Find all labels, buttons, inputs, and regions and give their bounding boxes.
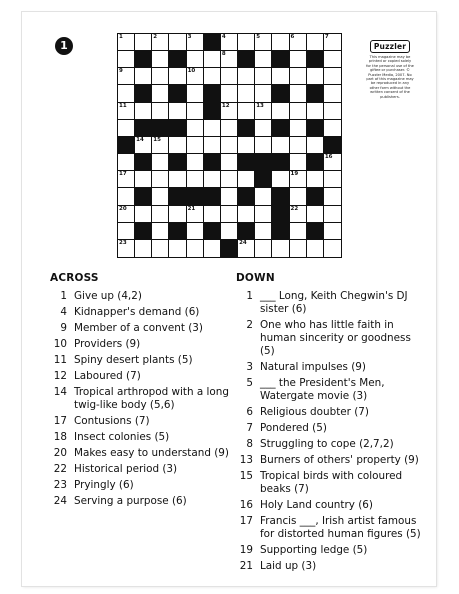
grid-cell[interactable]: [324, 103, 341, 120]
grid-cell[interactable]: [290, 85, 307, 102]
grid-cell[interactable]: [187, 223, 204, 240]
grid-cell[interactable]: [169, 137, 186, 154]
grid-cell[interactable]: [187, 171, 204, 188]
grid-cell[interactable]: [324, 223, 341, 240]
grid-cell[interactable]: [152, 85, 169, 102]
grid-cell[interactable]: [221, 85, 238, 102]
clue-number: 3: [246, 361, 253, 373]
clue-number: 9: [60, 322, 67, 334]
grid-cell[interactable]: [307, 171, 324, 188]
grid-block: [307, 85, 324, 102]
clue-number: 16: [324, 154, 333, 161]
grid-block: [169, 223, 186, 240]
clue-number: 5: [246, 377, 253, 389]
clue-text: Holy Land country (6): [260, 499, 373, 511]
grid-block: [307, 188, 324, 205]
grid-cell[interactable]: [169, 240, 186, 257]
clue-number: 20: [119, 205, 127, 212]
grid-cell[interactable]: [255, 206, 272, 223]
grid-cell[interactable]: [221, 120, 238, 137]
clue-text: Serving a purpose (6): [74, 495, 187, 507]
grid-cell[interactable]: [187, 206, 204, 223]
grid-cell[interactable]: [187, 34, 204, 51]
grid-block: [272, 85, 289, 102]
grid-cell[interactable]: [152, 34, 169, 51]
clue-number: 8: [246, 438, 253, 450]
grid-cell[interactable]: [135, 137, 152, 154]
clue-number: 7: [246, 422, 253, 434]
grid-cell[interactable]: [152, 206, 169, 223]
grid-cell[interactable]: [135, 171, 152, 188]
clue-text: Historical period (3): [74, 463, 178, 475]
grid-block: [118, 137, 135, 154]
across-clue: [50, 415, 230, 428]
grid-block: [204, 85, 221, 102]
grid-block: [169, 85, 186, 102]
grid-cell[interactable]: [221, 154, 238, 171]
clue-number: 22: [290, 205, 299, 212]
grid-cell[interactable]: [238, 171, 255, 188]
grid-cell[interactable]: [255, 240, 272, 257]
grid-cell[interactable]: [290, 34, 307, 51]
grid-cell[interactable]: [135, 103, 152, 120]
grid-cell[interactable]: [307, 68, 324, 85]
grid-cell[interactable]: [118, 171, 135, 188]
grid-cell[interactable]: [324, 206, 341, 223]
down-clue: [236, 499, 426, 512]
across-clue: [50, 479, 230, 492]
grid-block: [272, 223, 289, 240]
grid-block: [324, 137, 341, 154]
clue-number: 1: [246, 290, 253, 302]
clue-number: 1: [60, 290, 67, 302]
across-clue: [50, 354, 230, 367]
grid-cell[interactable]: [118, 34, 135, 51]
grid-cell[interactable]: [187, 240, 204, 257]
clue-text: Laboured (7): [74, 370, 141, 382]
clue-number: 17: [119, 171, 127, 178]
grid-cell[interactable]: [204, 68, 221, 85]
grid-cell[interactable]: [238, 34, 255, 51]
grid-block: [152, 120, 169, 137]
grid-block: [135, 85, 152, 102]
clue-number: 12: [221, 102, 230, 109]
grid-cell[interactable]: [187, 85, 204, 102]
grid-cell[interactable]: [152, 68, 169, 85]
grid-cell[interactable]: [255, 68, 272, 85]
clue-number: 24: [239, 239, 247, 246]
clue-number: 8: [221, 51, 226, 58]
grid-cell[interactable]: [255, 51, 272, 68]
clue-number: 22: [53, 463, 67, 475]
clue-text: Contusions (7): [74, 415, 150, 427]
clue-text: Pryingly (6): [74, 479, 134, 491]
grid-block: [135, 154, 152, 171]
clue-text: Providers (9): [74, 338, 141, 350]
grid-cell[interactable]: [221, 223, 238, 240]
grid-cell[interactable]: [221, 137, 238, 154]
across-clue: [50, 495, 230, 508]
grid-block: [238, 120, 255, 137]
grid-cell[interactable]: [290, 120, 307, 137]
grid-cell[interactable]: [221, 103, 238, 120]
grid-block: [272, 120, 289, 137]
grid-block: [204, 103, 221, 120]
grid-cell[interactable]: [187, 120, 204, 137]
across-clue: [50, 338, 230, 351]
grid-cell[interactable]: [238, 240, 255, 257]
grid-cell[interactable]: [169, 171, 186, 188]
grid-block: [169, 188, 186, 205]
clue-text: Laid up (3): [260, 560, 317, 572]
grid-cell[interactable]: [204, 120, 221, 137]
puzzler-logo: Puzzler: [370, 40, 410, 53]
clue-number: 7: [324, 34, 329, 40]
grid-cell[interactable]: [272, 68, 289, 85]
grid-block: [204, 154, 221, 171]
grid-cell[interactable]: [152, 188, 169, 205]
clue-text: Burners of others' property (9): [260, 454, 419, 466]
grid-block: [238, 51, 255, 68]
down-clue: [236, 290, 426, 316]
clue-text: Give up (4,2): [74, 290, 142, 302]
clue-text: ___ Long, Keith Chegwin's DJ sister (6): [260, 290, 408, 315]
grid-cell[interactable]: [255, 188, 272, 205]
clue-text: Member of a convent (3): [74, 322, 203, 334]
grid-cell[interactable]: [255, 85, 272, 102]
grid-cell[interactable]: [118, 51, 135, 68]
across-clue: [50, 431, 230, 444]
across-clue: [50, 463, 230, 476]
grid-cell[interactable]: [307, 34, 324, 51]
down-clues: [236, 272, 426, 576]
grid-cell[interactable]: [204, 206, 221, 223]
clue-number: 16: [239, 499, 253, 511]
crossword-grid: [117, 33, 342, 258]
across-clue: [50, 370, 230, 383]
clue-number: 24: [53, 495, 67, 507]
down-clue: [236, 470, 426, 496]
grid-cell[interactable]: [152, 171, 169, 188]
grid-cell[interactable]: [187, 68, 204, 85]
clue-number: 15: [153, 136, 161, 143]
grid-cell[interactable]: [255, 120, 272, 137]
across-clue-list: [50, 290, 230, 508]
down-clue: [236, 406, 426, 419]
grid-cell[interactable]: [290, 188, 307, 205]
grid-cell[interactable]: [290, 171, 307, 188]
clue-text: Spiny desert plants (5): [74, 354, 193, 366]
grid-block: [169, 120, 186, 137]
across-clue: [50, 290, 230, 303]
grid-cell[interactable]: [324, 85, 341, 102]
grid-cell[interactable]: [238, 206, 255, 223]
clue-number: 6: [246, 406, 253, 418]
grid-cell[interactable]: [324, 120, 341, 137]
clue-number: 23: [53, 479, 67, 491]
grid-cell[interactable]: [290, 51, 307, 68]
grid-block: [204, 188, 221, 205]
grid-cell[interactable]: [118, 68, 135, 85]
grid-cell[interactable]: [152, 137, 169, 154]
grid-cell[interactable]: [221, 171, 238, 188]
clue-text: Tropical birds with coloured beaks (7): [260, 470, 403, 495]
grid-cell[interactable]: [204, 171, 221, 188]
clue-number: 4: [60, 306, 67, 318]
grid-cell[interactable]: [324, 240, 341, 257]
grid-cell[interactable]: [290, 68, 307, 85]
clue-text: Supporting ledge (5): [260, 544, 368, 556]
grid-cell[interactable]: [290, 137, 307, 154]
clue-number: 5: [256, 34, 261, 40]
clue-number: 2: [246, 319, 253, 331]
clue-number: 4: [221, 34, 226, 40]
clue-number: 20: [53, 447, 67, 459]
puzzle-number-badge: 1: [55, 37, 73, 55]
grid-cell[interactable]: [307, 206, 324, 223]
clue-number: 18: [53, 431, 67, 443]
grid-block: [221, 240, 238, 257]
clue-number: 23: [119, 239, 127, 246]
grid-cell[interactable]: [272, 34, 289, 51]
grid-cell[interactable]: [152, 240, 169, 257]
clue-number: 19: [290, 171, 299, 178]
grid-block: [307, 154, 324, 171]
grid-cell[interactable]: [118, 103, 135, 120]
clue-text: Kidnapper's demand (6): [74, 306, 200, 318]
grid-cell[interactable]: [238, 103, 255, 120]
clue-text: Natural impulses (9): [260, 361, 366, 373]
grid-block: [272, 188, 289, 205]
grid-cell[interactable]: [324, 34, 341, 51]
grid-block: [238, 223, 255, 240]
down-clue: [236, 361, 426, 374]
across-clue: [50, 322, 230, 335]
grid-block: [238, 188, 255, 205]
grid-block: [307, 223, 324, 240]
grid-cell[interactable]: [307, 240, 324, 257]
grid-cell[interactable]: [307, 103, 324, 120]
grid-cell[interactable]: [187, 103, 204, 120]
grid-cell[interactable]: [255, 223, 272, 240]
grid-cell[interactable]: [169, 103, 186, 120]
grid-cell[interactable]: [290, 240, 307, 257]
clue-text: Pondered (5): [260, 422, 327, 434]
clue-number: 2: [153, 34, 158, 40]
clue-text: Francis ___, Irish artist famous for distorted human figures (5): [260, 515, 421, 540]
across-heading: ACROSS: [50, 272, 99, 284]
grid-cell[interactable]: [324, 171, 341, 188]
grid-cell[interactable]: [152, 51, 169, 68]
clue-text: Tropical arthropod with a long twig-like body (5,6): [74, 386, 229, 411]
grid-cell[interactable]: [204, 137, 221, 154]
grid-cell[interactable]: [152, 154, 169, 171]
clue-number: 14: [136, 136, 144, 143]
clue-number: 10: [187, 68, 196, 75]
copyright-notice: This magazine may be printed or copied solely for the personal use of the giftee or purchaser. © Puzzler Media, 2007. No part of this magazine may be reproduced in any other form without the written consent of the publishers.: [366, 55, 414, 99]
grid-cell[interactable]: [255, 137, 272, 154]
grid-cell[interactable]: [135, 240, 152, 257]
grid-block: [238, 154, 255, 171]
grid-cell[interactable]: [221, 188, 238, 205]
grid-cell[interactable]: [169, 68, 186, 85]
grid-cell[interactable]: [221, 51, 238, 68]
clue-number: 9: [119, 68, 123, 75]
grid-cell[interactable]: [272, 103, 289, 120]
grid-block: [204, 34, 221, 51]
clue-number: 11: [53, 354, 67, 366]
clue-text: Makes easy to understand (9): [74, 447, 229, 459]
clue-text: ___ the President's Men, Watergate movie (3): [260, 377, 385, 402]
grid-block: [135, 223, 152, 240]
down-clue: [236, 438, 426, 451]
grid-cell[interactable]: [187, 51, 204, 68]
clue-number: 6: [290, 34, 295, 40]
clue-number: 15: [239, 470, 253, 482]
clue-number: 17: [239, 515, 253, 527]
grid-cell[interactable]: [290, 223, 307, 240]
grid-cell[interactable]: [255, 103, 272, 120]
grid-cell[interactable]: [152, 103, 169, 120]
grid-cell[interactable]: [169, 206, 186, 223]
across-clue: [50, 306, 230, 319]
grid-block: [204, 223, 221, 240]
grid-cell[interactable]: [221, 34, 238, 51]
grid-cell[interactable]: [221, 206, 238, 223]
clue-number: 1: [119, 34, 123, 40]
grid-block: [272, 154, 289, 171]
down-clue-list: [236, 290, 426, 573]
grid-cell[interactable]: [118, 240, 135, 257]
grid-cell[interactable]: [135, 206, 152, 223]
grid-block: [135, 120, 152, 137]
grid-cell[interactable]: [118, 154, 135, 171]
down-clue: [236, 515, 426, 541]
grid-cell[interactable]: [290, 206, 307, 223]
grid-cell[interactable]: [118, 120, 135, 137]
clue-number: 12: [53, 370, 67, 382]
publisher-brand: [366, 34, 414, 99]
clue-number: 21: [187, 205, 196, 212]
grid-cell[interactable]: [152, 223, 169, 240]
clue-text: One who has little faith in human sincerity or goodness (5): [260, 319, 411, 357]
grid-cell[interactable]: [135, 34, 152, 51]
grid-cell[interactable]: [118, 206, 135, 223]
grid-cell[interactable]: [118, 188, 135, 205]
clue-text: Struggling to cope (2,7,2): [260, 438, 394, 450]
clue-number: 17: [53, 415, 67, 427]
across-clues: [50, 272, 230, 511]
clue-number: 3: [187, 34, 192, 40]
grid-cell[interactable]: [272, 240, 289, 257]
grid-cell[interactable]: [238, 68, 255, 85]
clue-text: Religious doubter (7): [260, 406, 369, 418]
clue-number: 10: [53, 338, 67, 350]
clue-number: 19: [239, 544, 253, 556]
grid-cell[interactable]: [187, 137, 204, 154]
grid-cell[interactable]: [135, 68, 152, 85]
grid-block: [307, 120, 324, 137]
grid-cell[interactable]: [290, 103, 307, 120]
down-clue: [236, 319, 426, 358]
grid-cell[interactable]: [324, 154, 341, 171]
across-clue: [50, 386, 230, 412]
grid-cell[interactable]: [238, 137, 255, 154]
down-clue: [236, 560, 426, 573]
clue-number: 13: [256, 102, 264, 109]
clue-number: 13: [239, 454, 253, 466]
grid-block: [135, 51, 152, 68]
grid-cell[interactable]: [255, 34, 272, 51]
grid-cell[interactable]: [204, 51, 221, 68]
grid-cell[interactable]: [118, 223, 135, 240]
grid-block: [135, 188, 152, 205]
grid-cell[interactable]: [169, 34, 186, 51]
clue-number: 11: [119, 102, 127, 109]
grid-cell[interactable]: [272, 137, 289, 154]
grid-block: [169, 51, 186, 68]
grid-block: [169, 154, 186, 171]
down-clue: [236, 422, 426, 435]
grid-block: [255, 171, 272, 188]
grid-cell[interactable]: [118, 85, 135, 102]
grid-cell[interactable]: [221, 68, 238, 85]
grid-block: [272, 206, 289, 223]
down-clue: [236, 454, 426, 467]
grid-cell[interactable]: [290, 154, 307, 171]
clue-number: 21: [239, 560, 253, 572]
grid-cell[interactable]: [324, 51, 341, 68]
down-heading: DOWN: [236, 272, 275, 284]
across-clue: [50, 447, 230, 460]
down-clue: [236, 377, 426, 403]
grid-cell[interactable]: [187, 154, 204, 171]
clue-number: 14: [53, 386, 67, 398]
grid-cell[interactable]: [204, 240, 221, 257]
grid-cell[interactable]: [324, 188, 341, 205]
clue-text: Insect colonies (5): [74, 431, 170, 443]
down-clue: [236, 544, 426, 557]
grid-cell[interactable]: [324, 68, 341, 85]
grid-cell[interactable]: [272, 171, 289, 188]
grid-cell[interactable]: [307, 137, 324, 154]
grid-block: [307, 51, 324, 68]
grid-block: [255, 154, 272, 171]
grid-cell[interactable]: [238, 85, 255, 102]
grid-block: [272, 51, 289, 68]
grid-block: [187, 188, 204, 205]
